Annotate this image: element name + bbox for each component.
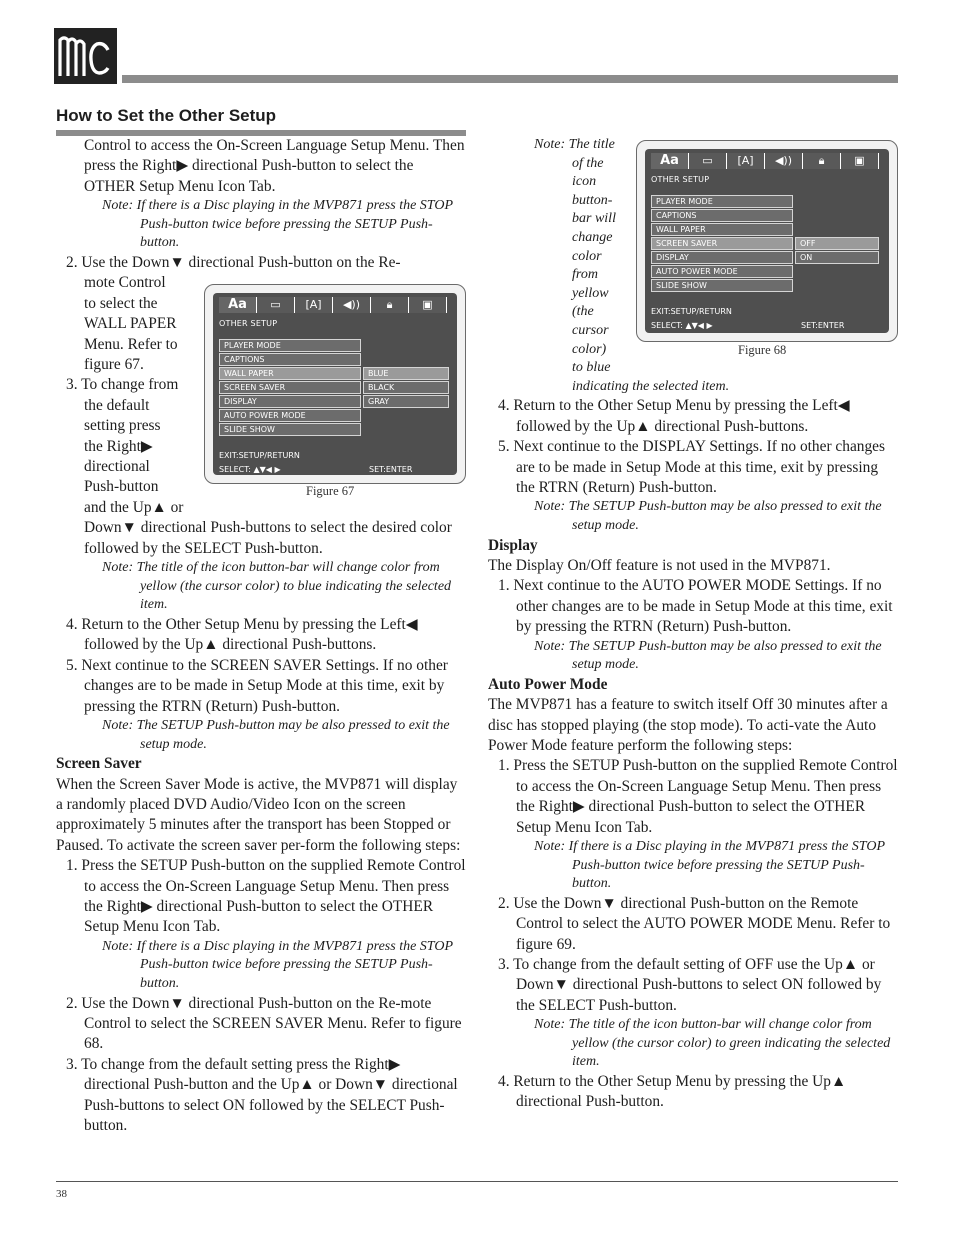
note: Note: If there is a Disc playing in the MVP871 press the STOP Push-button twice before pressing the SETUP Push-button. [102,938,453,991]
option-item: BLACK [363,381,449,394]
note: Note: If there is a Disc playing in the MVP871 press the STOP Push-button twice before pressing the SETUP Push-button. [102,198,453,251]
option-item-selected: OFF [795,237,879,250]
note: Note: The SETUP Push-button may be also pressed to exit the setup mode. [534,499,882,533]
header-rule [122,75,898,83]
list-item: 3. To change from the default setting press the Right▶ directional Push-button and the Up▲ or Down▼ directional Push-buttons to select ON followed by the SELECT Push-button. [66,1055,458,1134]
person-icon: [A] [295,297,333,313]
menu-item: PLAYER MODE [651,195,793,208]
exit-hint: EXIT:SETUP/RETURN [219,451,300,460]
option-item: GRAY [363,395,449,408]
menu-item: CAPTIONS [219,353,361,366]
note: Note: The SETUP Push-button may be also pressed to exit the setup mode. [102,717,450,752]
osd-screen [645,149,889,333]
person-icon: [A] [727,153,765,169]
note: Note: The SETUP Push-button may be also pressed to exit the setup mode. [534,638,882,673]
option-item-selected: BLUE [363,367,449,380]
note-line: change [572,229,613,245]
text-line: the default [84,396,150,414]
language-icon: Aa [651,153,689,169]
list-item: 5. Next continue to the DISPLAY Settings. If no other changes are to be made in Setup Mode at this time, exit by pressing the RTRN (Return) Push-button. [498,438,885,496]
menu-item: DISPLAY [651,251,793,264]
list-item: 4. Return to the Other Setup Menu by pressing the Up▲ directional Push-button. [498,1073,847,1111]
list-item: 5. Next continue to the SCREEN SAVER Settings. If no other changes are to be made in Setup Mode at this time, exit by pressing the RTRN (Return) Push-button. [66,656,448,715]
note-line: bar will [572,211,616,227]
list-item: 4. Return to the Other Setup Menu by pressing the Left◀ followed by the Up▲ directional Push-buttons. [66,615,418,654]
note-line: button- [572,192,613,208]
menu-item: WALL PAPER [651,223,793,236]
menu-item: CAPTIONS [651,209,793,222]
text-line: directional [84,458,150,476]
note: Note: If there is a Disc playing in the MVP871 press the STOP Push-button twice before pressing the SETUP Push-button. [534,839,885,892]
menu-item: SLIDE SHOW [219,423,361,436]
select-hint: SELECT: ▲▼◀ ▶ [219,465,281,474]
osd-screen [213,293,457,475]
text-line: WALL PAPER [84,315,177,333]
paragraph: The MVP871 has a feature to switch itself Off 30 minutes after a disc has stopped playing (the stop mode). To acti-vate the Auto Power Mode feature perform the following steps: [488,696,888,754]
note-line: to blue [572,360,611,376]
list-item: 1. Press the SETUP Push-button on the supplied Remote Control to access the On-Screen Language Setup Menu. Then press the Right▶ directional Push-button to select the OTHER Setup Menu Icon Tab. [498,757,898,836]
icon-button-bar [219,297,447,313]
figure-67-screen [204,284,466,484]
section-title: How to Set the Other Setup [56,106,277,125]
option-item: ON [795,251,879,264]
select-hint: SELECT: ▲▼◀ ▶ [651,321,713,330]
note-line: icon [572,174,597,190]
note-line: (the [572,304,594,320]
menu-item-selected: SCREEN SAVER [651,237,793,250]
text-line: and the Up▲ or [84,498,184,516]
text-line: Down▼ directional Push-buttons to select the desired color followed by the SELECT Push-button. [84,519,452,557]
icon-button-bar [651,153,879,169]
note-line: yellow [572,285,609,301]
menu-item: PLAYER MODE [219,339,361,352]
subheading: Screen Saver [56,755,142,773]
paragraph: The Display On/Off feature is not used in the MVP871. [488,556,831,574]
list-item: 2. Use the Down▼ directional Push-button on the Re-mote Control to select the SCREEN SAVER Menu. Refer to figure 68. [66,994,462,1053]
list-item: 3. To change from [66,376,179,394]
text-line: Menu. Refer to [84,335,178,353]
note-line: from [572,267,598,283]
figure-68-screen [636,140,898,342]
menu-item-selected: WALL PAPER [219,367,361,380]
note: Note: The title of the icon button-bar will change color from yellow (the cursor color) to blue indicating the selected item. [102,560,452,613]
captions-icon: ▭ [689,153,727,169]
page-number: 38 [56,1188,67,1200]
text-line: setting press [84,417,161,435]
speaker-icon: ◀)) [333,297,371,313]
lock-icon: 🔒︎ [803,153,841,169]
menu-title: OTHER SETUP [219,319,278,328]
language-icon: Aa [219,297,257,313]
set-hint: SET:ENTER [801,321,845,330]
list-item: 4. Return to the Other Setup Menu by pressing the Left◀ followed by the Up▲ directional Push-buttons. [498,397,850,435]
text-line: Push-button [84,478,159,496]
subheading: Auto Power Mode [488,675,608,693]
exit-hint: EXIT:SETUP/RETURN [651,307,732,316]
other-setup-icon: ▣ [841,153,879,169]
text-line: the Right▶ [84,437,153,455]
note-line: indicating the selected item. [572,378,730,394]
list-item: 1. Press the SETUP Push-button on the supplied Remote Control to access the On-Screen Language Setup Menu. Then press the Right▶ directional Push-button to select the OTHER Setup Menu Icon Tab. [66,857,466,936]
list-item: 2. Use the Down▼ directional Push-button on the Remote Control to select the AUTO POWER MODE Menu. Refer to figure 69. [498,894,891,953]
text-line: figure 67. [84,356,144,374]
note-line: of the [572,155,604,171]
speaker-icon: ◀)) [765,153,803,169]
note-line: color) [572,341,607,357]
paragraph: When the Screen Saver Mode is active, the MVP871 will display a randomly placed DVD Audio/Video Icon on the screen approximately 5 minutes after the transport has been Stopped or Paused. To activate the screen saver per-form the following steps: [56,775,461,854]
set-hint: SET:ENTER [369,465,413,474]
note-line: Note: The title [534,137,615,152]
text-line: to select the [84,294,158,312]
menu-item: DISPLAY [219,395,361,408]
menu-item: AUTO POWER MODE [219,409,361,422]
subheading: Display [488,536,538,554]
menu-item: SLIDE SHOW [651,279,793,292]
note-line: cursor [572,322,609,338]
list-item: 1. Next continue to the AUTO POWER MODE Settings. If no other changes are to be made in Setup Mode at this time, exit by pressing the RTRN (Return) Push-button. [498,577,893,636]
note-line: color [572,248,602,264]
other-setup-icon: ▣ [409,297,447,313]
figure-caption: Figure 68 [738,343,787,357]
captions-icon: ▭ [257,297,295,313]
menu-title: OTHER SETUP [651,175,710,184]
text-line: mote Control [84,274,166,292]
menu-item: SCREEN SAVER [219,381,361,394]
mcintosh-logo [54,28,117,84]
menu-item: AUTO POWER MODE [651,265,793,278]
footer-rule [56,1181,898,1182]
list-item: 3. To change from the default setting of OFF use the Up▲ or Down▼ directional Push-buttons to select ON followed by the SELECT Push-button. [498,956,882,1014]
paragraph: Control to access the On-Screen Language Setup Menu. Then press the Right▶ directional Push-button to select the OTHER Setup Menu Icon Tab. [84,137,465,195]
lock-icon: 🔒︎ [371,297,409,313]
note: Note: The title of the icon button-bar will change color from yellow (the cursor color) to green indicating the selected item. [534,1017,891,1070]
figure-caption: Figure 67 [306,484,355,498]
list-item: 2. Use the Down▼ directional Push-button on the Re- [66,254,401,271]
